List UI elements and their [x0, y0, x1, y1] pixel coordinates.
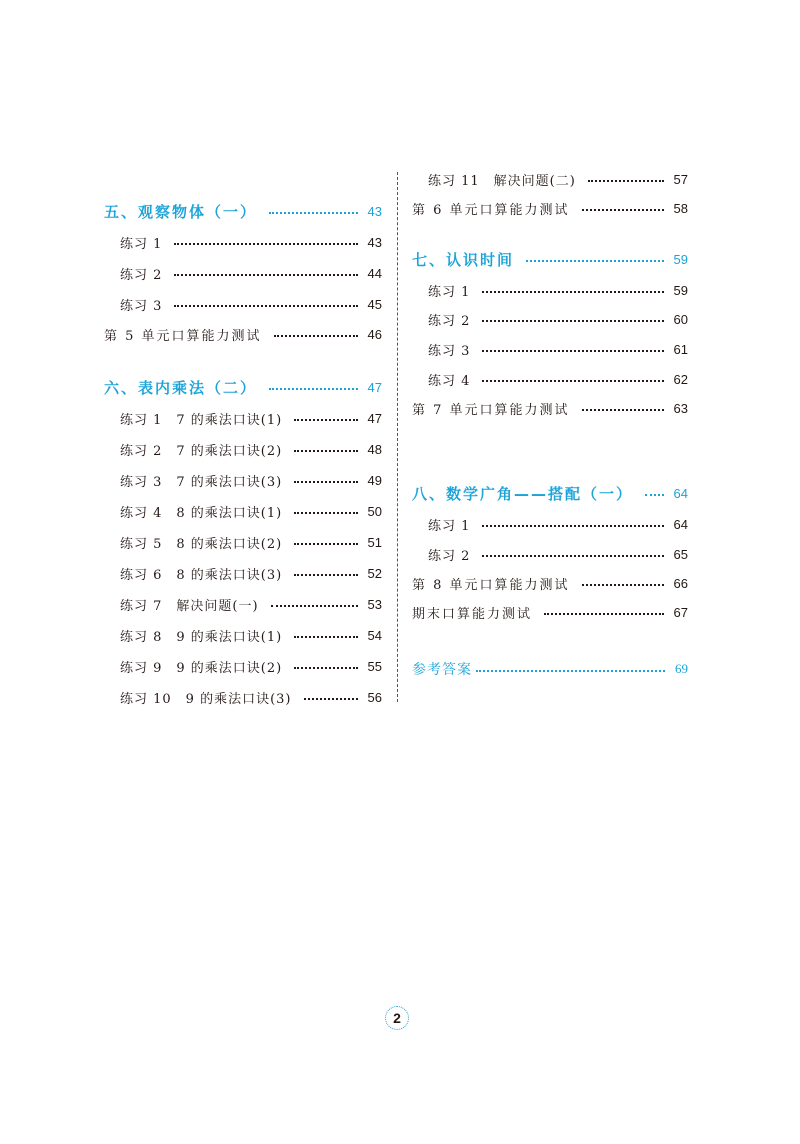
- toc-entry[interactable]: [104, 686, 382, 708]
- toc-section-heading[interactable]: [104, 200, 382, 222]
- toc-entry-label: 练习 3 7 的乘法口诀(3): [120, 474, 283, 490]
- toc-leader-dots: [294, 543, 357, 545]
- toc-entry-label: 第 5 单元口算能力测试: [104, 328, 262, 344]
- toc-entry[interactable]: [412, 368, 688, 390]
- toc-entry-label: 练习 1: [120, 236, 163, 252]
- toc-page-number: 63: [673, 400, 688, 416]
- toc-entry[interactable]: [104, 469, 382, 491]
- toc-page-number: 49: [367, 472, 382, 488]
- toc-leader-dots: [476, 670, 665, 672]
- toc-entry-label: 练习 1: [428, 284, 471, 300]
- toc-entry-label: 练习 2: [428, 548, 471, 564]
- toc-entry-label: 参考答案: [412, 662, 472, 678]
- toc-entry[interactable]: [104, 500, 382, 522]
- toc-entry[interactable]: [104, 562, 382, 584]
- toc-entry-label: 练习 8 9 的乘法口诀(1): [120, 629, 283, 645]
- toc-page-number: 48: [367, 441, 382, 457]
- toc-page-number: 64: [673, 516, 688, 532]
- toc-page-number: 69: [675, 661, 688, 676]
- toc-page-number: 56: [367, 689, 382, 705]
- toc-page-number: 60: [673, 311, 688, 327]
- toc-leader-dots: [482, 380, 663, 382]
- toc-entry[interactable]: [412, 513, 688, 535]
- toc-page-number: 43: [367, 203, 382, 219]
- toc-entry-label: 八、数学广角——搭配（一）: [412, 484, 634, 503]
- toc-page-number: 59: [673, 251, 688, 267]
- toc-entry[interactable]: [412, 308, 688, 330]
- toc-unit-test[interactable]: [412, 197, 688, 219]
- toc-entry-label: 第 6 单元口算能力测试: [412, 202, 570, 218]
- toc-entry-label: 练习 2 7 的乘法口诀(2): [120, 443, 283, 459]
- toc-leader-dots: [482, 525, 663, 527]
- toc-leader-dots: [271, 605, 358, 607]
- toc-entry-label: 六、表内乘法（二）: [104, 378, 258, 397]
- toc-leader-dots: [582, 409, 664, 411]
- toc-page-number: 52: [367, 565, 382, 581]
- toc-leader-dots: [582, 209, 664, 211]
- toc-leader-dots: [294, 512, 357, 514]
- toc-section-heading[interactable]: [104, 376, 382, 398]
- toc-entry-label: 练习 5 8 的乘法口诀(2): [120, 536, 283, 552]
- toc-page-number: 44: [367, 265, 382, 281]
- toc-page-number: 47: [367, 379, 382, 395]
- toc-page-number: 67: [673, 604, 688, 620]
- toc-unit-test[interactable]: [104, 323, 382, 345]
- toc-entry-label: 练习 7 解决问题(一): [120, 598, 259, 614]
- toc-entry[interactable]: [412, 338, 688, 360]
- toc-entry[interactable]: [104, 531, 382, 553]
- toc-leader-dots: [174, 274, 357, 276]
- toc-entry-label: 练习 4 8 的乘法口诀(1): [120, 505, 283, 521]
- toc-entry[interactable]: [104, 262, 382, 284]
- toc-leader-dots: [294, 450, 357, 452]
- toc-leader-dots: [482, 320, 663, 322]
- toc-unit-test[interactable]: [412, 572, 688, 594]
- toc-leader-dots: [294, 636, 357, 638]
- toc-entry[interactable]: [104, 438, 382, 460]
- toc-leader-dots: [482, 350, 663, 352]
- toc-leader-dots: [588, 180, 664, 182]
- toc-entry[interactable]: [104, 407, 382, 429]
- toc-entry-label: 练习 6 8 的乘法口诀(3): [120, 567, 283, 583]
- toc-page-number: 43: [367, 234, 382, 250]
- toc-leader-dots: [482, 555, 663, 557]
- toc-leader-dots: [269, 212, 358, 214]
- toc-entry[interactable]: [104, 293, 382, 315]
- toc-leader-dots: [294, 419, 357, 421]
- toc-leader-dots: [526, 260, 664, 262]
- toc-entry-label: 第 7 单元口算能力测试: [412, 402, 570, 418]
- toc-page-number: 58: [673, 200, 688, 216]
- toc-leader-dots: [304, 698, 358, 700]
- toc-entry-label: 七、认识时间: [412, 250, 515, 269]
- toc-entry-label: 练习 10 9 的乘法口诀(3): [120, 691, 292, 707]
- toc-entry[interactable]: [412, 279, 688, 301]
- toc-section-heading[interactable]: [412, 248, 688, 270]
- toc-leader-dots: [582, 584, 664, 586]
- toc-page-number: 47: [367, 410, 382, 426]
- toc-entry[interactable]: [104, 624, 382, 646]
- toc-entry[interactable]: [412, 168, 688, 190]
- toc-leader-dots: [294, 574, 357, 576]
- toc-entry[interactable]: [104, 655, 382, 677]
- toc-page-number: 59: [673, 282, 688, 298]
- toc-leader-dots: [174, 305, 357, 307]
- toc-entry-label: 练习 11 解决问题(二): [428, 173, 576, 189]
- toc-page-number: 61: [673, 341, 688, 357]
- toc-page-number: 54: [367, 627, 382, 643]
- toc-page-number: 64: [673, 485, 688, 501]
- toc-entry-label: 练习 2: [120, 267, 163, 283]
- toc-leader-dots: [274, 335, 358, 337]
- toc-page-number: 50: [367, 503, 382, 519]
- toc-entry-label: 练习 4: [428, 373, 471, 389]
- toc-entry-label: 练习 1: [428, 518, 471, 534]
- toc-leader-dots: [294, 481, 357, 483]
- toc-entry-label: 期末口算能力测试: [412, 606, 533, 622]
- toc-page-number: 65: [673, 546, 688, 562]
- toc-entry-label: 练习 2: [428, 313, 471, 329]
- toc-page-number: 57: [673, 171, 688, 187]
- toc-final-test[interactable]: [412, 601, 688, 623]
- toc-answers-entry[interactable]: [412, 658, 688, 680]
- toc-entry-label: 练习 9 9 的乘法口诀(2): [120, 660, 283, 676]
- column-divider: [397, 172, 398, 702]
- toc-entry-label: 第 8 单元口算能力测试: [412, 577, 570, 593]
- toc-entry-label: 练习 3: [428, 343, 471, 359]
- toc-page-number: 45: [367, 296, 382, 312]
- toc-leader-dots: [544, 613, 664, 615]
- toc-entry-label: 练习 1 7 的乘法口诀(1): [120, 412, 283, 428]
- toc-leader-dots: [482, 291, 663, 293]
- toc-entry-label: 五、观察物体（一）: [104, 202, 258, 221]
- toc-entry-label: 练习 3: [120, 298, 163, 314]
- toc-page-number: 55: [367, 658, 382, 674]
- toc-entry[interactable]: [104, 231, 382, 253]
- toc-page-number: 51: [367, 534, 382, 550]
- toc-page-number: 62: [673, 371, 688, 387]
- toc-page-number: 53: [367, 596, 382, 612]
- toc-unit-test[interactable]: [412, 397, 688, 419]
- toc-entry[interactable]: [412, 543, 688, 565]
- toc-leader-dots: [174, 243, 357, 245]
- toc-page-number: 46: [367, 326, 382, 342]
- toc-leader-dots: [645, 494, 664, 496]
- page-number-badge: 2: [385, 1006, 409, 1030]
- toc-entry[interactable]: [104, 593, 382, 615]
- toc-leader-dots: [294, 667, 357, 669]
- toc-leader-dots: [269, 388, 358, 390]
- toc-page-number: 66: [673, 575, 688, 591]
- toc-section-heading[interactable]: [412, 482, 688, 504]
